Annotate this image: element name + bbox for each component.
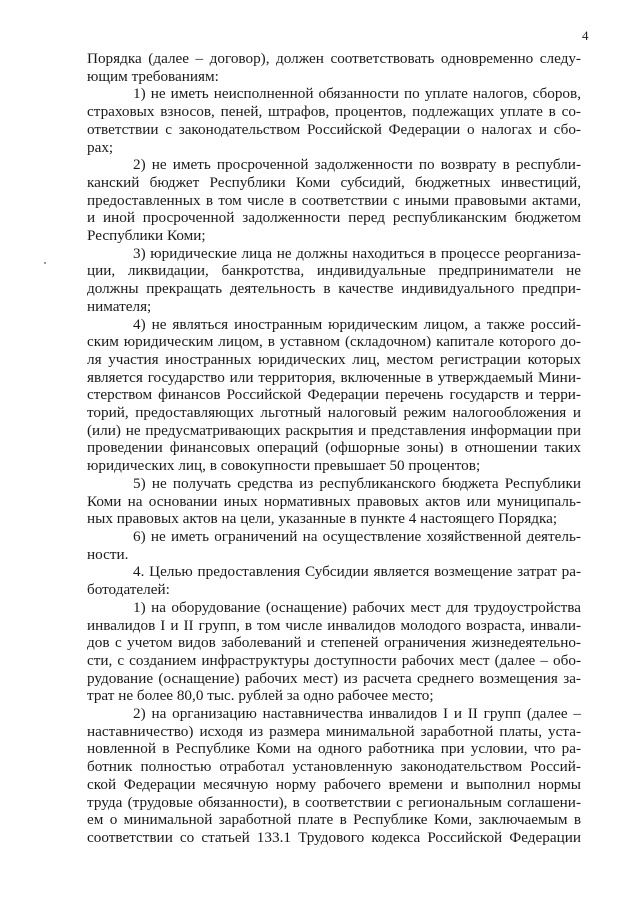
text-line: является государство или территория, включенные в утверждаемый Мини-	[87, 368, 581, 386]
text-line: нимателя;	[87, 297, 152, 315]
text-line: торий, предоставляющих льготный налоговый режим налогообложения и	[87, 404, 581, 422]
text-line: ской Федерации месячную норму рабочего времени и выполнил нормы	[87, 775, 581, 793]
scan-artifact-dot	[44, 262, 46, 264]
text-line: 2) не иметь просроченной задолженности по возврату в республи-	[133, 156, 581, 174]
text-line: проведении финансовых операций (офшорные зоны) в отношении таких	[87, 439, 581, 457]
text-line: 3) юридические лица не должны находиться в процессе реорганиза-	[133, 244, 581, 262]
text-line: ности.	[87, 545, 129, 563]
text-line: ющим требованиям:	[87, 67, 219, 85]
text-line: 6) не иметь ограничений на осуществление хозяйственной деятель-	[133, 527, 581, 545]
text-line: (или) не предусматривающих раскрытия и представления информации при	[87, 421, 581, 439]
text-line: рудование (оснащение) рабочих мест) из расчета среднего возмещения за-	[87, 669, 581, 687]
text-line: 4) не являться иностранным юридическим лицом, а также россий-	[133, 315, 581, 333]
page-number: 4	[582, 28, 589, 43]
text-line: 5) не получать средства из республиканского бюджета Республики	[133, 474, 581, 492]
text-line: 1) не иметь неисполненной обязанности по уплате налогов, сборов,	[133, 85, 581, 103]
text-line: и иной просроченной задолженности перед республиканским бюджетом	[87, 209, 581, 227]
text-line: должны прекращать деятельность в качестве индивидуального предпри-	[87, 280, 581, 298]
text-line: страховых взносов, пеней, штрафов, процентов, подлежащих уплате в со-	[87, 103, 581, 121]
text-line: Республики Коми;	[87, 227, 206, 245]
text-line: ем о минимальной заработной плате в Республике Коми, заключаемым в	[87, 811, 581, 829]
text-line: трат не более 80,0 тыс. рублей за одно рабочее место;	[87, 687, 434, 705]
text-line: 4. Целью предоставления Субсидии является возмещение затрат ра-	[133, 563, 581, 581]
text-line: труда (трудовые обязанности), в соответствии с региональным соглашени-	[87, 793, 581, 811]
text-line: ции, ликвидации, банкротства, индивидуальные предприниматели не	[87, 262, 581, 280]
text-line: юридических лиц, в совокупности превышает 50 процентов;	[87, 457, 481, 475]
text-line: инвалидов I и II групп, в том числе инвалидов молодого возраста, инвали-	[87, 616, 581, 634]
text-line: ля участия иностранных юридических лиц, местом регистрации которых	[87, 350, 581, 368]
text-line: Коми на основании иных нормативных правовых актов или муниципаль-	[87, 492, 581, 510]
text-line: 1) на оборудование (оснащение) рабочих мест для трудоустройства	[133, 598, 581, 616]
document-body-text	[87, 50, 581, 847]
text-line: канский бюджет Республики Коми субсидий, бюджетных инвестиций,	[87, 173, 581, 191]
text-line: соответствии со статьей 133.1 Трудового кодекса Российской Федерации	[87, 828, 581, 846]
text-line: Порядка (далее – договор), должен соответствовать одновременно следу-	[87, 50, 581, 67]
text-line: предоставленных в том числе в соответствии с иными правовыми актами,	[87, 191, 581, 209]
text-line: стерством финансов Российской Федерации перечень государств и терри-	[87, 386, 581, 404]
text-line: рах;	[87, 138, 114, 156]
text-line: ским юридическим лицом, в уставном (складочном) капитале которого до-	[87, 333, 581, 351]
text-line: ных правовых актов на цели, указанные в пункте 4 настоящего Порядка;	[87, 510, 558, 528]
text-line: ботодателей:	[87, 581, 170, 599]
text-line: ответствии с законодательством Российской Федерации о налогах и сбо-	[87, 120, 581, 138]
text-line: новленной в Республике Коми на одного работника при условии, что ра-	[87, 740, 581, 758]
text-line: сти, с созданием инфраструктуры доступности рабочих мест (далее – обо-	[87, 651, 581, 669]
text-line: 2) на организацию наставничества инвалидов I и II групп (далее –	[133, 705, 581, 723]
text-line: наставничество) исходя из размера минимальной заработной платы, уста-	[87, 722, 581, 740]
text-line: ботник полностью отработал установленную законодательством Россий-	[87, 758, 581, 776]
text-line: дов с учетом видов заболеваний и степеней ограничения жизнедеятельно-	[87, 634, 581, 652]
